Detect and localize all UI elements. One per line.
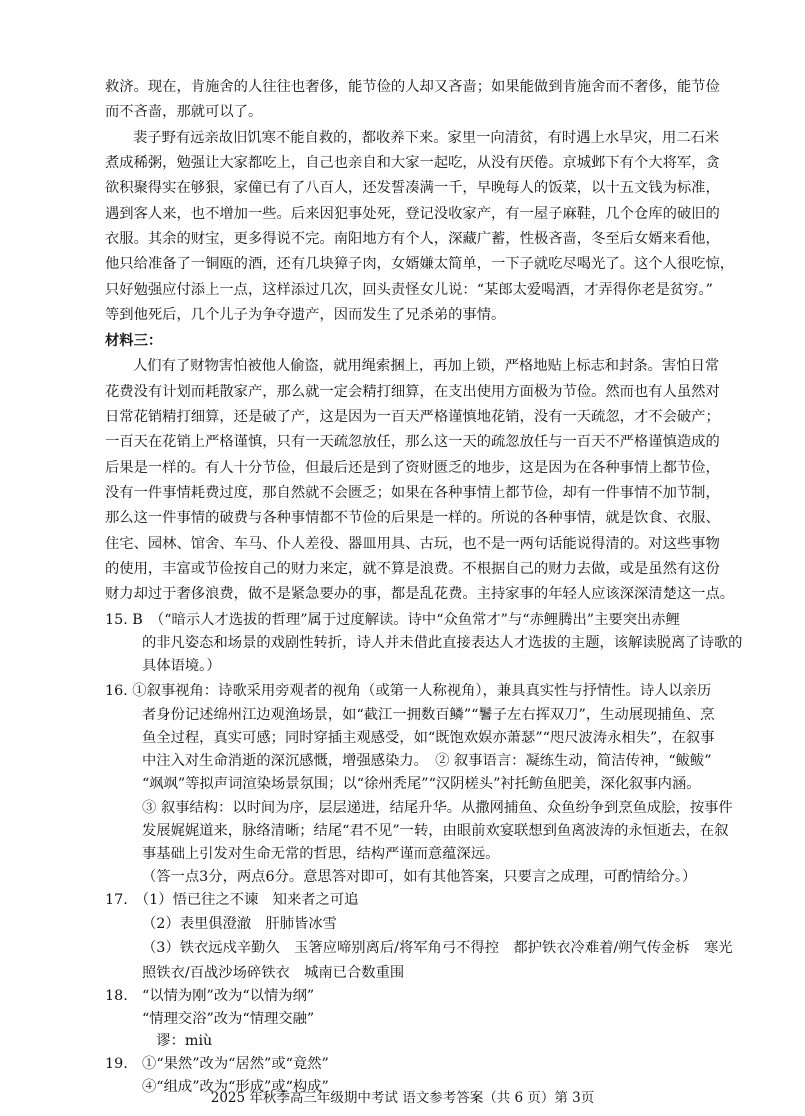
text-line: 遇到客人来，也不增加一些。后来因犯事处死，登记没收家产，有一屋子麻鞋，几个仓库的破旧的 (105, 206, 720, 222)
text-line: （3）铁衣远戍辛勤久 玉箸应啼别离后/将军角弓不得控 都护铁衣冷难着/朔气传金柝 寒光 (142, 940, 733, 956)
text-line: ③ 叙事结构：以时间为序，层层递进，结尾升华。从撒网捕鱼、众鱼纷争到烹鱼成脍，按事件 (142, 800, 733, 816)
text-line: 15. B （“暗示人才选拔的哲理”属于过度解读。诗中“众鱼常才”与“赤鲤腾出”主要突出赤鲤 (105, 612, 680, 628)
text-line: 的非凡姿态和场景的戏剧性转折，诗人并未借此直接表达人才选拔的主题，该解读脱离了诗歌的 (142, 635, 743, 651)
text-line: 者身份记述绵州江边观渔场景，如“截江一拥数百鳞”“鬐子左右挥双刀”，生动展现捕鱼、烹 (142, 707, 715, 723)
text-line: 后果是一样的。有人十分节俭，但最后还是到了资财匮乏的地步，这是因为在各种事情上都节俭， (105, 460, 720, 476)
text-line: ④“组成”改为“形成”或“构成” (142, 1079, 329, 1095)
text-line: 裴子野有远亲故旧饥寒不能自救的，都收养下来。家里一向清贫，有时遇上水旱灾，用二石米 (133, 130, 720, 146)
text-line: 中注入对生命消逝的深沉感慨，增强感染力。 ② 叙事语言：凝练生动，简洁传神，“鲅鲅” (142, 753, 712, 769)
text-line: 17. （1）悟已往之不谏 知来者之可追 (105, 892, 359, 908)
text-line: 人们有了财物害怕被他人偷盗，就用绳索捆上，再加上锁，严格地贴上标志和封条。害怕日常 (133, 358, 720, 374)
text-line: 欲积聚得实在够狠，家僮已有了八百人，还发誓凑满一千，早晚每人的饭菜，以十五文钱为标准， (105, 180, 720, 196)
text-line: 19. ①“果然”改为“居然”或“竟然” (105, 1056, 329, 1072)
text-line: 财力却过于奢侈浪费，做不是紧急要办的事，都是乱花费。主持家事的年轻人应该深深清楚这一点。 (105, 586, 735, 602)
text-line: “飒飒”等拟声词渲染场景氛围；以“徐州秃尾”“汉阴槎头”衬托鲂鱼肥美，深化叙事内涵。 (142, 776, 701, 792)
text-line: 那么这一件事情的破费与各种事情都不节俭的后果是一样的。所说的各种事情，就是饮食、衣服、 (105, 510, 720, 526)
text-line: 鱼全过程，真实可感；同时穿插主观感受，如“既饱欢娱亦萧瑟”“咫尺波涛永相失”，在叙事 (142, 730, 715, 746)
text-line: 16. ①叙事视角：诗歌采用旁观者的视角（或第一人称视角），兼具真实性与抒情性。诗人以亲历 (105, 683, 712, 699)
text-line: 事基础上引发对生命无常的哲思，结构严谨而意蕴深远。 (142, 846, 500, 862)
text-line: 发展娓娓道来，脉络清晰；结尾“君不见”一转，由眼前欢宴联想到鱼离波涛的永恒逝去，在叙 (142, 823, 729, 839)
text-line: 照铁衣/百战沙场碎铁衣 城南已合数重围 (142, 965, 405, 981)
text-line: 一百天在花销上严格谨慎，只有一天疏忽放任，那么这一天的疏忽放任与一百天不严格谨慎造成的 (105, 434, 720, 450)
text-line: 而不吝啬，那就可以了。 (105, 104, 263, 120)
text-line: “情理交浴”改为“情理交融” (142, 1011, 315, 1027)
text-line: 18. “以情为刚”改为“以情为纲” (105, 988, 315, 1004)
text-line: 只好勉强应付添上一点，这样添过几次，回头责怪女儿说：“某郎太爱喝酒，才弄得你老是贫穷。” (105, 282, 713, 298)
text-line: 救济。现在，肯施舍的人往往也奢侈，能节俭的人却又吝啬；如果能做到肯施舍而不奢侈，能节俭 (105, 79, 720, 95)
text-line: 他只给准备了一铜瓯的酒，还有几块獐子肉，女婿嫌太简单，一下子就吃尽喝光了。这个人很吃惊， (105, 256, 735, 272)
text-line: 具体语境。） (142, 658, 221, 674)
text-line: 住宅、园林、馆舍、车马、仆人差役、器皿用具、古玩，也不是一两句话能说得清的。对这些事物 (105, 536, 720, 552)
text-line: （2）表里俱澄澈 肝肺皆冰雪 (142, 916, 337, 932)
text-line: 谬：miù (142, 1033, 213, 1049)
text-line: 衣服。其余的财宝，更多得说不完。南阳地方有个人，深藏广蓄，性极吝啬，冬至后女婿来看他， (105, 231, 720, 247)
text-line: 没有一件事情耗费过度，那自然就不会匮乏；如果在各种事情上都节俭，却有一件事情不加节制， (105, 485, 720, 501)
text-line: （答一点3分，两点6分。意思答对即可，如有其他答案，只要言之成理，可酌情给分。） (142, 869, 697, 885)
text-line: 的使用，丰富或节俭按自己的财力来定，就不算是浪费。不根据自己的财力去做，或是虽然有这份 (105, 561, 720, 577)
text-line: 日常花销精打细算，还是破了产，这是因为一百天严格谨慎地花销，没有一天疏忽，才不会破产； (105, 409, 720, 425)
text-line: 等到他死后，几个儿子为争夺遗产，因而发生了兄杀弟的事情。 (105, 307, 506, 323)
text-line: 材料三： (105, 333, 163, 349)
text-line: 煮成稀粥，勉强让大家都吃上，自己也亲自和大家一起吃，从没有厌倦。京城邺下有个大将军，贪 (105, 155, 720, 171)
text-line: 花费没有计划而耗散家产，那么就一定会精打细算，在支出使用方面极为节俭。然而也有人虽然对 (105, 384, 720, 400)
page-footer: 2025 年秋季高三年级期中考试 语文参考答案（共 6 页）第 3页 (210, 1090, 595, 1106)
